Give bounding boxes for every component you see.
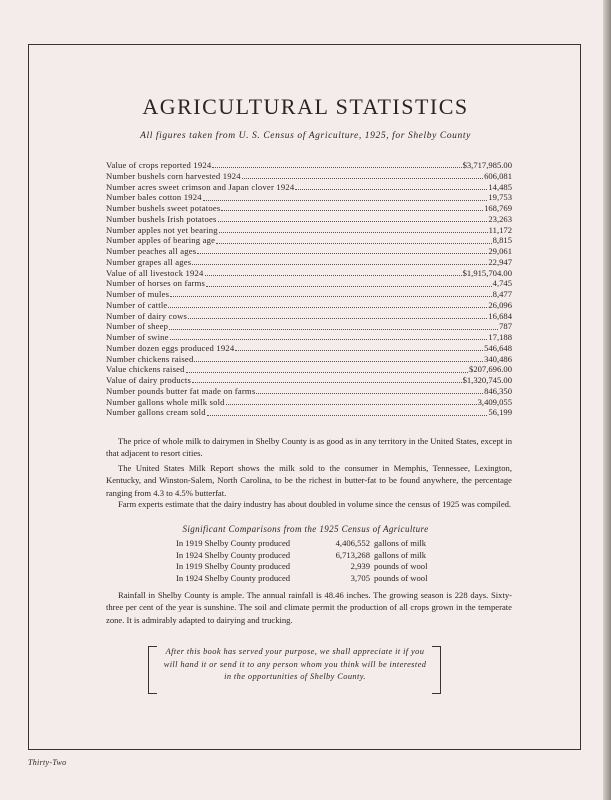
stat-value: $1,320,745.00 xyxy=(462,375,512,385)
comparison-unit: gallons of milk xyxy=(374,549,427,560)
stat-label: Number bushels corn harvested 1924 xyxy=(106,170,241,181)
stat-value: 29,061 xyxy=(488,246,512,256)
dot-leader xyxy=(226,403,477,405)
stat-row xyxy=(106,268,512,279)
dot-leader xyxy=(168,306,487,308)
stat-value: 16,684 xyxy=(488,310,512,321)
page-title: AGRICULTURAL STATISTICS xyxy=(142,94,469,119)
stat-label: Number dozen eggs produced 1924 xyxy=(106,342,235,353)
stat-label: Number gallons whole milk sold xyxy=(106,396,225,407)
comparison-prefix: In 1924 Shelby County produced xyxy=(176,572,291,583)
comparison-unit: pounds of wool xyxy=(374,561,428,571)
stat-label: Number of sheep xyxy=(106,321,169,332)
comparison-prefix: In 1924 Shelby County produced xyxy=(176,549,291,560)
dot-leader xyxy=(192,381,462,383)
stat-value: 14,485 xyxy=(488,181,512,192)
stat-row xyxy=(106,235,512,246)
dot-leader xyxy=(219,231,488,233)
dot-leader xyxy=(212,166,461,168)
comparisons-title: Significant Comparisons from the 1925 Census of Agriculture xyxy=(182,524,429,534)
note-bracket-right xyxy=(432,646,441,694)
dot-leader xyxy=(169,328,498,330)
stat-value: 8,815 xyxy=(492,235,512,246)
stat-label: Number bales cotton 1924 xyxy=(106,192,202,203)
stat-row xyxy=(106,289,512,300)
stat-row xyxy=(106,192,512,203)
stat-row xyxy=(106,225,512,236)
dot-leader xyxy=(235,349,483,351)
stat-value: $3,717,985.00 xyxy=(462,160,512,170)
dot-leader xyxy=(186,371,468,373)
stat-row xyxy=(106,375,512,386)
stat-label: Number of dairy cows xyxy=(106,310,188,321)
stat-value: 546,648 xyxy=(484,342,512,353)
comparison-amount: 4,406,552 xyxy=(335,538,370,548)
statistics-table xyxy=(106,160,512,418)
comparison-prefix: In 1919 Shelby County produced xyxy=(176,538,291,548)
stat-row xyxy=(106,257,512,268)
page-subtitle: All figures taken from U. S. Census of Agriculture, 1925, for Shelby County xyxy=(140,131,471,141)
comparison-unit: gallons of milk xyxy=(374,538,427,548)
stat-row xyxy=(106,160,512,171)
stat-label: Value chickens raised xyxy=(106,364,185,375)
paragraph-dairy-growth: Farm experts estimate that the dairy industry has about doubled in volume since the census of 1925 was compiled. xyxy=(118,499,512,509)
stat-row xyxy=(106,311,512,322)
dot-leader xyxy=(170,338,488,340)
stat-row xyxy=(106,278,512,289)
page-number: Thirty-Two xyxy=(28,758,67,767)
stat-label: Number chickens raised xyxy=(106,353,194,364)
stat-value: 22,947 xyxy=(488,256,512,267)
stat-row xyxy=(106,300,512,311)
closing-note: After this book has served your purpose, we shall appreciate it if you will hand it or send it to any person whom you think will be interested in the opportunities of Shelby County. xyxy=(163,647,427,681)
stat-row xyxy=(106,214,512,225)
stat-row xyxy=(106,203,512,214)
stat-row xyxy=(106,407,512,418)
comparison-amount: 3,705 xyxy=(350,572,370,583)
stat-label: Number pounds butter fat made on farms xyxy=(106,385,256,396)
paragraph-milk-report: The United States Milk Report shows the milk sold to the consumer in Memphis, Tennessee, Lexington, Kentucky, and Winston-Salem, North Carolina, to be the richest in butter-fat to be found anywhere, the percentage ranging from 4.3 to 4.5% butterfat. xyxy=(106,463,512,498)
comparison-amount: 2,939 xyxy=(350,561,370,571)
stat-label: Value of crops reported 1924 xyxy=(106,160,212,170)
stat-value: 11,172 xyxy=(488,224,512,235)
comparisons-table xyxy=(176,538,456,584)
stat-row xyxy=(106,386,512,397)
stat-label: Number bushels Irish potatoes xyxy=(106,213,217,224)
stat-label: Number peaches all ages xyxy=(106,246,197,256)
dot-leader xyxy=(197,252,487,254)
stat-row xyxy=(106,364,512,375)
stat-row xyxy=(106,343,512,354)
stat-row xyxy=(106,354,512,365)
stat-label: Number gallons cream sold xyxy=(106,407,206,418)
stat-label: Value of all livestock 1924 xyxy=(106,267,204,278)
stat-value: $207,696.00 xyxy=(469,364,512,375)
stat-value: 56,199 xyxy=(488,407,512,418)
stat-value: 787 xyxy=(499,321,512,332)
dot-leader xyxy=(206,285,492,287)
dot-leader xyxy=(207,414,488,416)
stat-label: Number of horses on farms xyxy=(106,278,206,289)
stat-value: 8,477 xyxy=(492,289,512,299)
comparison-row xyxy=(176,538,456,550)
dot-leader xyxy=(203,199,488,201)
comparison-row xyxy=(176,550,456,562)
dot-leader xyxy=(205,274,462,276)
paragraph-milk-price: The price of whole milk to dairymen in Shelby County is as good as in any territory in the United States, except in that adjacent to resort cities. xyxy=(106,436,512,459)
dot-leader xyxy=(194,360,483,362)
comparison-row xyxy=(176,573,456,585)
stat-row xyxy=(106,182,512,193)
stat-value: 17,188 xyxy=(488,332,512,342)
stat-value: 606,081 xyxy=(484,170,512,181)
dot-leader xyxy=(218,220,488,222)
dot-leader xyxy=(256,392,483,394)
dot-leader xyxy=(216,242,491,244)
stat-label: Number bushels sweet potatoes xyxy=(106,203,221,213)
paragraph-rainfall: Rainfall in Shelby County is ample. The annual rainfall is 48.46 inches. The growing season is 228 days. Sixty-three per cent of the year is sunshine. The soil and climate permit the production of all crops grown in the temperate zone. It is admirably adapted to dairying and trucking. xyxy=(106,590,512,625)
dot-leader xyxy=(242,177,483,179)
dot-leader xyxy=(221,209,483,211)
stat-row xyxy=(106,332,512,343)
stat-row xyxy=(106,171,512,182)
stat-row xyxy=(106,397,512,408)
stat-value: 3,409,055 xyxy=(477,396,512,407)
dot-leader xyxy=(188,317,487,319)
stat-row xyxy=(106,246,512,257)
stat-value: 19,753 xyxy=(488,192,512,203)
stat-row xyxy=(106,321,512,332)
stat-value: 4,745 xyxy=(492,278,512,289)
stat-value: 846,350 xyxy=(484,385,512,396)
comparison-prefix: In 1919 Shelby County produced xyxy=(176,561,291,571)
stat-value: $1,915,704.00 xyxy=(462,267,512,278)
stat-value: 340,486 xyxy=(484,353,512,364)
stat-label: Number of mules xyxy=(106,289,170,299)
dot-leader xyxy=(295,188,487,190)
page-edge-shadow xyxy=(603,0,611,800)
stat-label: Number of swine xyxy=(106,332,169,342)
dot-leader xyxy=(192,263,487,265)
stat-label: Number apples of bearing age xyxy=(106,235,216,246)
comparison-row xyxy=(176,561,456,573)
stat-label: Number of cattle xyxy=(106,299,168,310)
stat-label: Number grapes all ages xyxy=(106,256,192,267)
stat-label: Number apples not yet bearing xyxy=(106,224,218,235)
comparison-unit: pounds of wool xyxy=(374,572,428,583)
comparison-amount: 6,713,268 xyxy=(335,549,370,560)
dot-leader xyxy=(170,295,492,297)
stat-value: 23,263 xyxy=(488,213,512,224)
stat-label: Number acres sweet crimson and Japan clover 1924 xyxy=(106,181,295,192)
stat-label: Value of dairy products xyxy=(106,375,192,385)
stat-value: 168,769 xyxy=(484,203,512,213)
stat-value: 26,096 xyxy=(488,299,512,310)
